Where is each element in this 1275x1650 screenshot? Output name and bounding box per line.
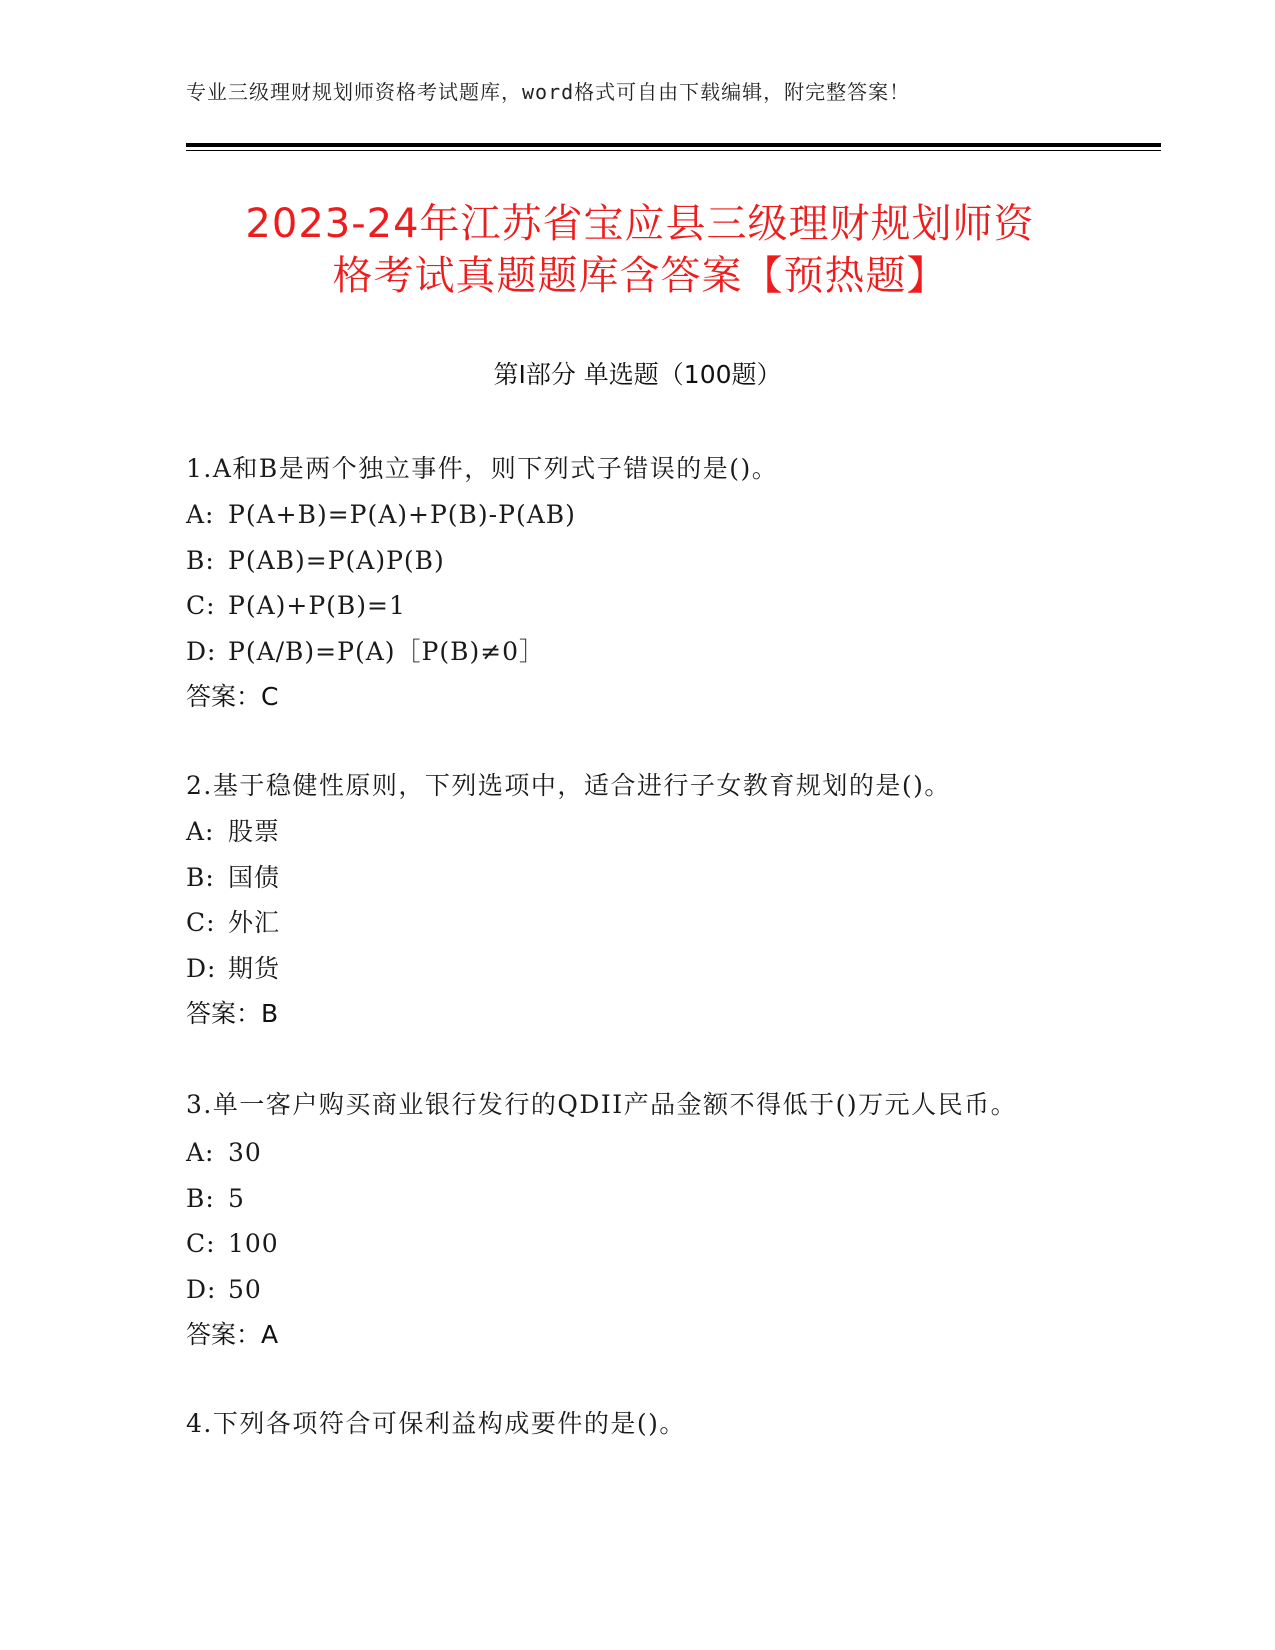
option-text: P(A)+P(B)=1 xyxy=(228,591,406,620)
option-c xyxy=(186,1221,1086,1267)
question-3 xyxy=(186,1080,1086,1358)
answer-line: 答案：A xyxy=(186,1320,279,1349)
option-key: A: xyxy=(186,817,215,846)
option-text: P(AB)=P(A)P(B) xyxy=(228,545,445,575)
question-spacer xyxy=(186,1358,1086,1401)
question-spacer xyxy=(186,720,1086,763)
question-2 xyxy=(186,763,1086,1037)
option-key: C: xyxy=(186,908,216,937)
option-key: C: xyxy=(186,591,216,620)
option-c xyxy=(186,900,1086,946)
option-a xyxy=(186,492,1086,538)
option-key: B: xyxy=(186,545,215,575)
option-key: D: xyxy=(186,953,217,983)
answer-line: 答案：C xyxy=(186,682,279,711)
question-spacer xyxy=(186,1037,1086,1080)
option-d xyxy=(186,1267,1086,1313)
option-text: 股票 xyxy=(228,817,281,846)
option-text: 5 xyxy=(228,1183,245,1213)
question-4 xyxy=(186,1401,1086,1447)
question-text: 4.下列各项符合可保利益构成要件的是()。 xyxy=(186,1409,686,1438)
option-key: B: xyxy=(186,862,215,892)
document-title-line-2: 格考试真题题库含答案【预热题】 xyxy=(332,253,948,299)
option-key: C: xyxy=(186,1229,216,1258)
document-title-line-1: 2023-24年江苏省宝应县三级理财规划师资 xyxy=(245,201,1035,247)
option-a xyxy=(186,809,1086,855)
option-a xyxy=(186,1130,1086,1176)
question-1 xyxy=(186,446,1086,720)
option-text: P(A/B)=P(A)［P(B)≠0］ xyxy=(228,636,546,666)
option-d xyxy=(186,629,1086,675)
option-key: A: xyxy=(186,500,215,529)
option-b xyxy=(186,855,1086,901)
option-text: 50 xyxy=(228,1274,262,1304)
option-b xyxy=(186,1176,1086,1222)
option-text: 100 xyxy=(228,1229,279,1258)
option-c xyxy=(186,583,1086,629)
section-heading: 第Ⅰ部分 单选题（100题） xyxy=(493,360,782,389)
option-b xyxy=(186,538,1086,584)
option-text: 期货 xyxy=(228,953,281,983)
option-text: 国债 xyxy=(228,862,281,892)
option-text: 30 xyxy=(228,1138,262,1167)
question-list xyxy=(186,446,1086,1447)
option-key: D: xyxy=(186,636,217,666)
option-text: P(A+B)=P(A)+P(B)-P(AB) xyxy=(228,500,576,529)
document-title xyxy=(190,198,1090,302)
question-text: 2.基于稳健性原则，下列选项中，适合进行子女教育规划的是()。 xyxy=(186,771,951,800)
option-key: D: xyxy=(186,1274,217,1304)
header-note: 专业三级理财规划师资格考试题库，word格式可自由下载编辑，附完整答案！ xyxy=(186,80,911,104)
option-key: A: xyxy=(186,1138,215,1167)
question-text: 3.单一客户购买商业银行发行的QDII产品金额不得低于()万元人民币。 xyxy=(186,1090,1018,1119)
header-divider-thick xyxy=(186,143,1161,147)
option-d xyxy=(186,946,1086,992)
option-text: 外汇 xyxy=(228,908,281,937)
answer-line: 答案：B xyxy=(186,999,279,1028)
header-divider-thin xyxy=(186,150,1161,151)
option-key: B: xyxy=(186,1183,215,1213)
question-text: 1.A和B是两个独立事件，则下列式子错误的是()。 xyxy=(186,454,779,483)
